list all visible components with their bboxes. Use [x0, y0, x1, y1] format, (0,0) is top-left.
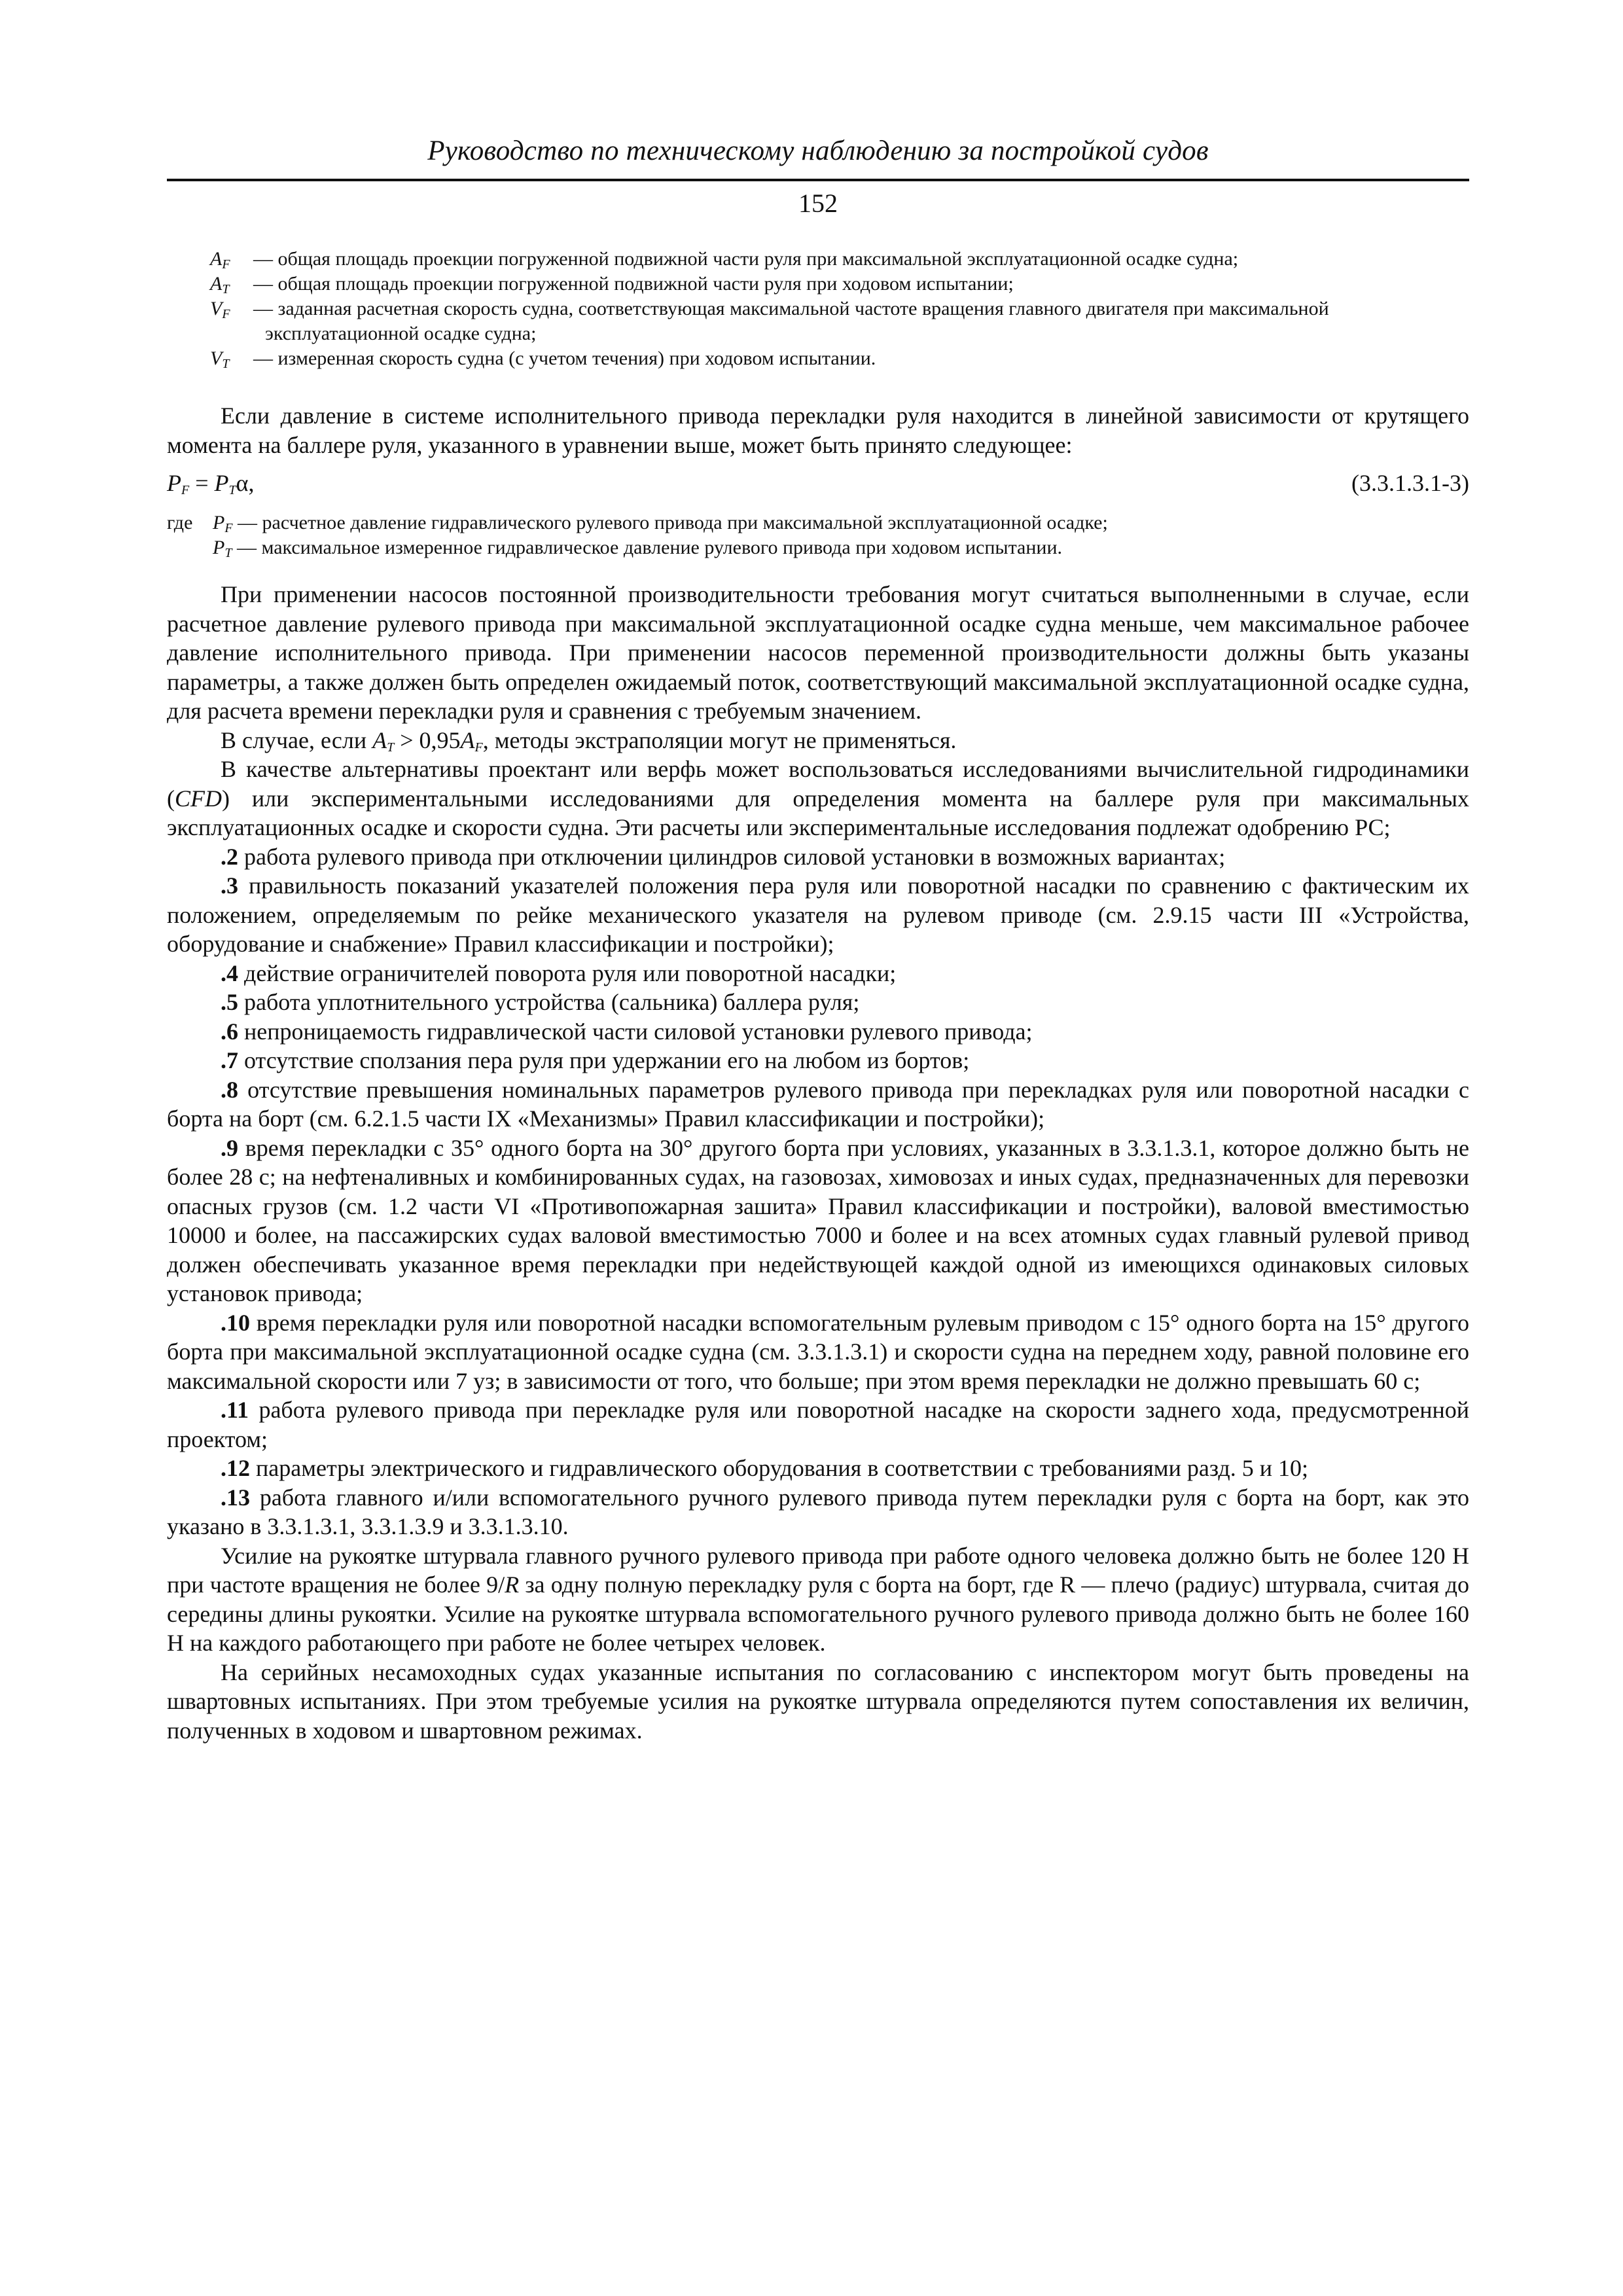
item-number: .10: [221, 1309, 250, 1336]
list-item: [167, 871, 1469, 959]
item-text: время перекладки руля или поворотной насадки вспомогательным рулевым приводом с 15° одного борта на 15° другого борта при максимальной эксплуатационной осадке судна (см. 3.3.1.3.1) и скорости судна на переднем ходу, равной половине его максимальной скорости или 7 уз; в зависимости от того, что больше; при этом время перекладки не должно превышать 60 с;: [167, 1309, 1469, 1394]
symbol-subscript: T: [222, 357, 230, 371]
symbol-subscript: F: [222, 257, 230, 272]
formula-line: [167, 469, 1469, 497]
formula-legend: [167, 511, 1469, 560]
formula-number: (3.3.1.3.1-3): [1351, 470, 1469, 496]
list-item: [167, 959, 1469, 988]
symbol-subscript: F: [222, 307, 230, 321]
legend-text: — расчетное давление гидравлического рулевого привода при максимальной эксплуатационной осадке;: [238, 512, 1108, 533]
item-number: .3: [221, 872, 238, 899]
item-number: .5: [221, 989, 238, 1015]
paragraph-steering-force: Усилие на рукоятке штурвала главного ручного рулевого привода при работе одного человека должно быть не более 120 Н при частоте вращения не более 9/R за одну полную перекладку руля с борта на борт, где R — плечо (радиус) штурвала, считая до середины длины рукоятки. Усилие на рукоятке штурвала вспомогательного ручного рулевого привода должно быть не более 160 Н на каждого работающего при работе не более четырех человек.: [167, 1542, 1469, 1656]
legend-lead: где: [167, 512, 193, 533]
list-item: [167, 988, 1469, 1017]
item-number: .6: [221, 1018, 238, 1045]
item-text: время перекладки с 35° одного борта на 30° другого борта при условиях, указанных в 3.3.1.3.1, которое должно быть не более 28 с; на нефтеналивных и комбинированных судах, на газовозах, химовозах и иных судах, предназначенных для перевозки опасных грузов (см. 1.2 части VI «Противопожарная зашита» Правил классификации и постройки), валовой вместимостью 10000 и более, на пассажирских судах валовой вместимостью 7000 и более и на всех атомных судах главный рулевой привод должен обеспечивать указанное время перекладки при недействующей каждой одной из имеющихся одинаковых силовых установок привода;: [167, 1134, 1469, 1306]
definition-text: — общая площадь проекции погруженной подвижной части руля при максимальной эксплуатационной осадке судна;: [253, 248, 1239, 270]
list-item: [167, 1017, 1469, 1047]
definition-text: — заданная расчетная скорость судна, соответствующая максимальной частоте вращения главного двигателя при максимальной: [253, 298, 1329, 319]
definition-item: [167, 247, 1469, 272]
list-item: [167, 1483, 1469, 1541]
running-header-title: Руководство по техническому наблюдению за постройкой судов: [427, 135, 1209, 166]
legend-lead: [167, 535, 213, 560]
symbol-definitions: [167, 247, 1469, 371]
page-number: 152: [798, 188, 838, 218]
list-item: [167, 1075, 1469, 1134]
symbol-subscript: T: [222, 282, 230, 296]
list-item: [167, 1134, 1469, 1308]
legend-item: $P_T$ — максимальное измеренное гидравлическое давление рулевого привода при ходовом испытании.: [167, 535, 1469, 560]
list-item: [167, 842, 1469, 872]
symbol: V: [210, 348, 223, 369]
symbol: V: [210, 298, 223, 319]
item-text: работа главного и/или вспомогательного ручного рулевого привода путем перекладки руля с борта на борт, как это указано в 3.3.1.3.1, 3.3.1.3.9 и 3.3.1.3.10.: [167, 1484, 1469, 1539]
body-text: [167, 401, 1469, 1745]
item-number: .13: [221, 1484, 250, 1511]
list-item: [167, 1308, 1469, 1396]
definition-text: — измеренная скорость судна (с учетом течения) при ходовом испытании.: [253, 348, 876, 369]
item-number: .12: [221, 1455, 250, 1481]
definition-text: — общая площадь проекции погруженной подвижной части руля при ходовом испытании;: [253, 273, 1014, 295]
intro-paragraph: Если давление в системе исполнительного привода перекладки руля находится в линейной зависимости от крутящего момента на баллере руля, указанного в уравнении выше, может быть принято следующее:: [167, 403, 1469, 458]
item-text: правильность показаний указателей положения пера руля или поворотной насадки по сравнению с фактическим их положением, определяемым по рейке механического указателя на рулевом приводе (см. 2.9.15 части III «Устройства, оборудование и снабжение» Правил классификации и постройки);: [167, 872, 1469, 957]
item-number: .4: [221, 960, 238, 986]
item-number: .9: [221, 1134, 238, 1161]
definition-item: [167, 272, 1469, 296]
document-page: [167, 134, 1469, 1745]
legend-item: где $P_F$ — расчетное давление гидравлического рулевого привода при максимальной эксплуатационной осадке;: [167, 512, 1108, 535]
symbol: A: [210, 273, 223, 295]
item-text: работа рулевого привода при отключении цилиндров силовой установки в возможных вариантах;: [238, 843, 1226, 870]
item-text: отсутствие превышения номинальных параметров рулевого привода при перекладках руля или поворотной насадки с борта на борт (см. 6.2.1.5 части IX «Механизмы» Правил классификации и постройки);: [167, 1076, 1469, 1132]
item-number: .2: [221, 843, 238, 870]
paragraph-cfd: В качестве альтернативы проектант или верфь может воспользоваться исследованиями вычислительной гидродинамики (CFD) или экспериментальными исследованиями для определения момента на баллере руля при максимальных эксплуатационных осадке и скорости судна. Эти расчеты или экспериментальные исследования подлежат одобрению РС;: [167, 756, 1469, 840]
list-item: [167, 1395, 1469, 1454]
formula: $P_F = P_T\alpha$,: [167, 470, 255, 497]
item-text: работа рулевого привода при перекладке руля или поворотной насадке на скорости заднего хода, предусмотренной проектом;: [167, 1397, 1469, 1452]
item-text: параметры электрического и гидравлического оборудования в соответствии с требованиями разд. 5 и 10;: [250, 1455, 1308, 1481]
paragraph-serial-vessels: На серийных несамоходных судах указанные испытания по согласованию с инспектором могут быть проведены на швартовных испытаниях. При этом требуемые усилия на рукоятке штурвала определяются путем сопоставления их величин, полученных в ходовом и швартовном режимах.: [167, 1659, 1469, 1744]
list-item: [167, 1454, 1469, 1483]
item-text: отсутствие сползания пера руля при удержании его на любом из бортов;: [238, 1047, 970, 1073]
item-number: .7: [221, 1047, 238, 1073]
item-text: непроницаемость гидравлической части силовой установки рулевого привода;: [238, 1018, 1033, 1045]
header-rule: [167, 179, 1469, 181]
item-number: .8: [221, 1076, 238, 1103]
item-number: .11: [221, 1397, 249, 1423]
definition-item: [167, 296, 1469, 321]
paragraph-pumps: При применении насосов постоянной производительности требования могут считаться выполненными в случае, если расчетное давление рулевого привода при максимальной эксплуатационной осадке судна меньше, чем максимальное рабочее давление исполнительного привода. При применении насосов переменной производительности должны быть указаны параметры, а также должен быть определен ожидаемый поток, соответствующий максимальной эксплуатационной осадке судна, для расчета времени перекладки руля и сравнения с требуемым значением.: [167, 581, 1469, 724]
item-text: действие ограничителей поворота руля или поворотной насадки;: [238, 960, 897, 986]
symbol: A: [210, 248, 223, 270]
definition-item: [167, 346, 1469, 371]
definition-continuation: эксплуатационной осадке судна;: [265, 323, 537, 344]
legend-text: — максимальное измеренное гидравлическое давление рулевого привода при ходовом испытании.: [236, 537, 1063, 558]
list-item: [167, 1046, 1469, 1075]
item-text: работа уплотнительного устройства (сальника) баллера руля;: [238, 989, 860, 1015]
paragraph-extrapolation: В случае, если $A_T > 0,95A_F$, методы экстраполяции могут не применяться.: [221, 726, 957, 755]
